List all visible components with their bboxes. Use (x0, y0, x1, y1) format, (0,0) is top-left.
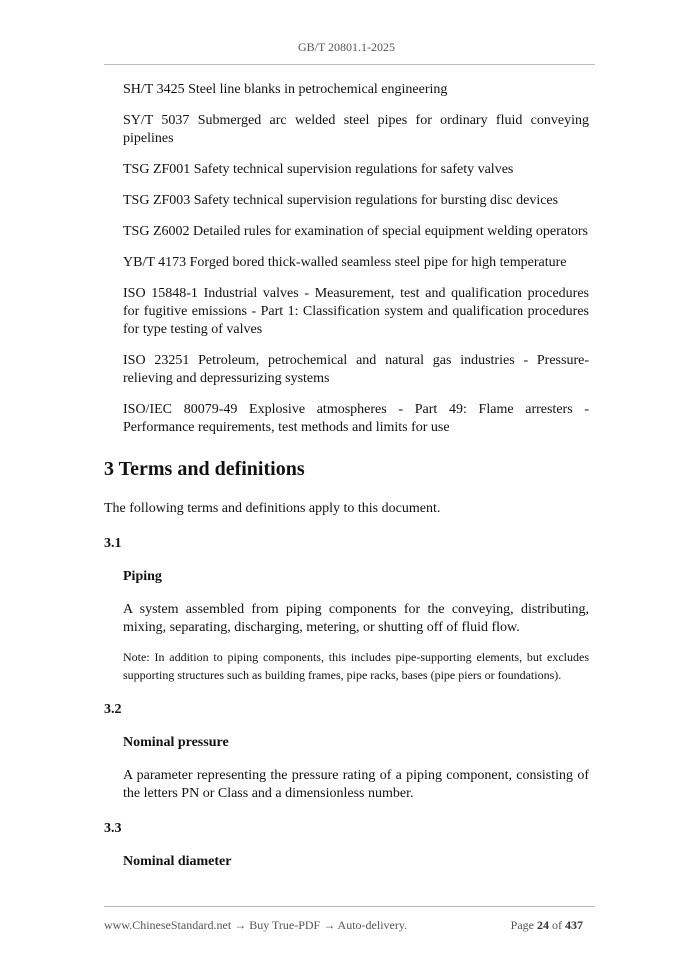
term-number: 3.2 (104, 702, 122, 717)
reference-item: TSG ZF003 Safety technical supervision regulations for bursting disc devices (123, 193, 559, 208)
reference-item: TSG Z6002 Detailed rules for examination of special equipment welding operators (123, 224, 588, 239)
of-label: of (552, 918, 562, 932)
page-header: GB/T 20801.1-2025 (297, 40, 396, 54)
section-heading: 3 Terms and definitions (104, 458, 305, 480)
section-intro: The following terms and definitions apply to this document. (104, 501, 441, 516)
reference-item: ISO 15848-1 Industrial valves - Measurement, test and qualification procedures for fugitive emissions - Part 1: Classification system and qualification procedures for type testing of valves (123, 286, 589, 337)
reference-item: ISO 23251 Petroleum, petrochemical and natural gas industries - Pressure-relieving and depressurizing systems (123, 353, 589, 386)
page-number: 24 (537, 918, 549, 932)
page-indicator (511, 918, 583, 933)
term-name: Nominal diameter (123, 854, 232, 869)
term-definition: A system assembled from piping components for the conveying, distributing, mixing, separating, discharging, metering, or shutting off of fluid flow. (123, 602, 589, 635)
footer-divider (104, 906, 595, 907)
reference-item: YB/T 4173 Forged bored thick-walled seamless steel pipe for high temperature (123, 255, 567, 270)
term-number: 3.3 (104, 821, 122, 836)
term-number: 3.1 (104, 536, 122, 551)
term-name: Nominal pressure (123, 735, 229, 750)
total-pages: 437 (565, 918, 583, 932)
term-note: Note: In addition to piping components, this includes pipe-supporting elements, but excludes supporting structures such as building frames, pipe racks, bases (pipe piers or foundations). (123, 650, 589, 682)
term-name: Piping (123, 569, 162, 584)
term-definition: A parameter representing the pressure rating of a piping component, consisting of the letters PN or Class and a dimensionless number. (123, 768, 589, 801)
reference-item: SY/T 5037 Submerged arc welded steel pipes for ordinary fluid conveying pipelines (123, 113, 589, 146)
header-divider (104, 64, 595, 65)
page-content (0, 81, 693, 871)
footer-link[interactable]: www.ChineseStandard.net → Buy True-PDF → Auto-delivery. (104, 918, 408, 932)
reference-item: TSG ZF001 Safety technical supervision regulations for safety valves (123, 162, 514, 177)
reference-item: SH/T 3425 Steel line blanks in petrochemical engineering (123, 82, 448, 97)
page-label: Page (510, 918, 534, 932)
reference-item: ISO/IEC 80079-49 Explosive atmospheres - Part 49: Flame arresters - Performance requirements, test methods and limits for use (123, 402, 589, 435)
